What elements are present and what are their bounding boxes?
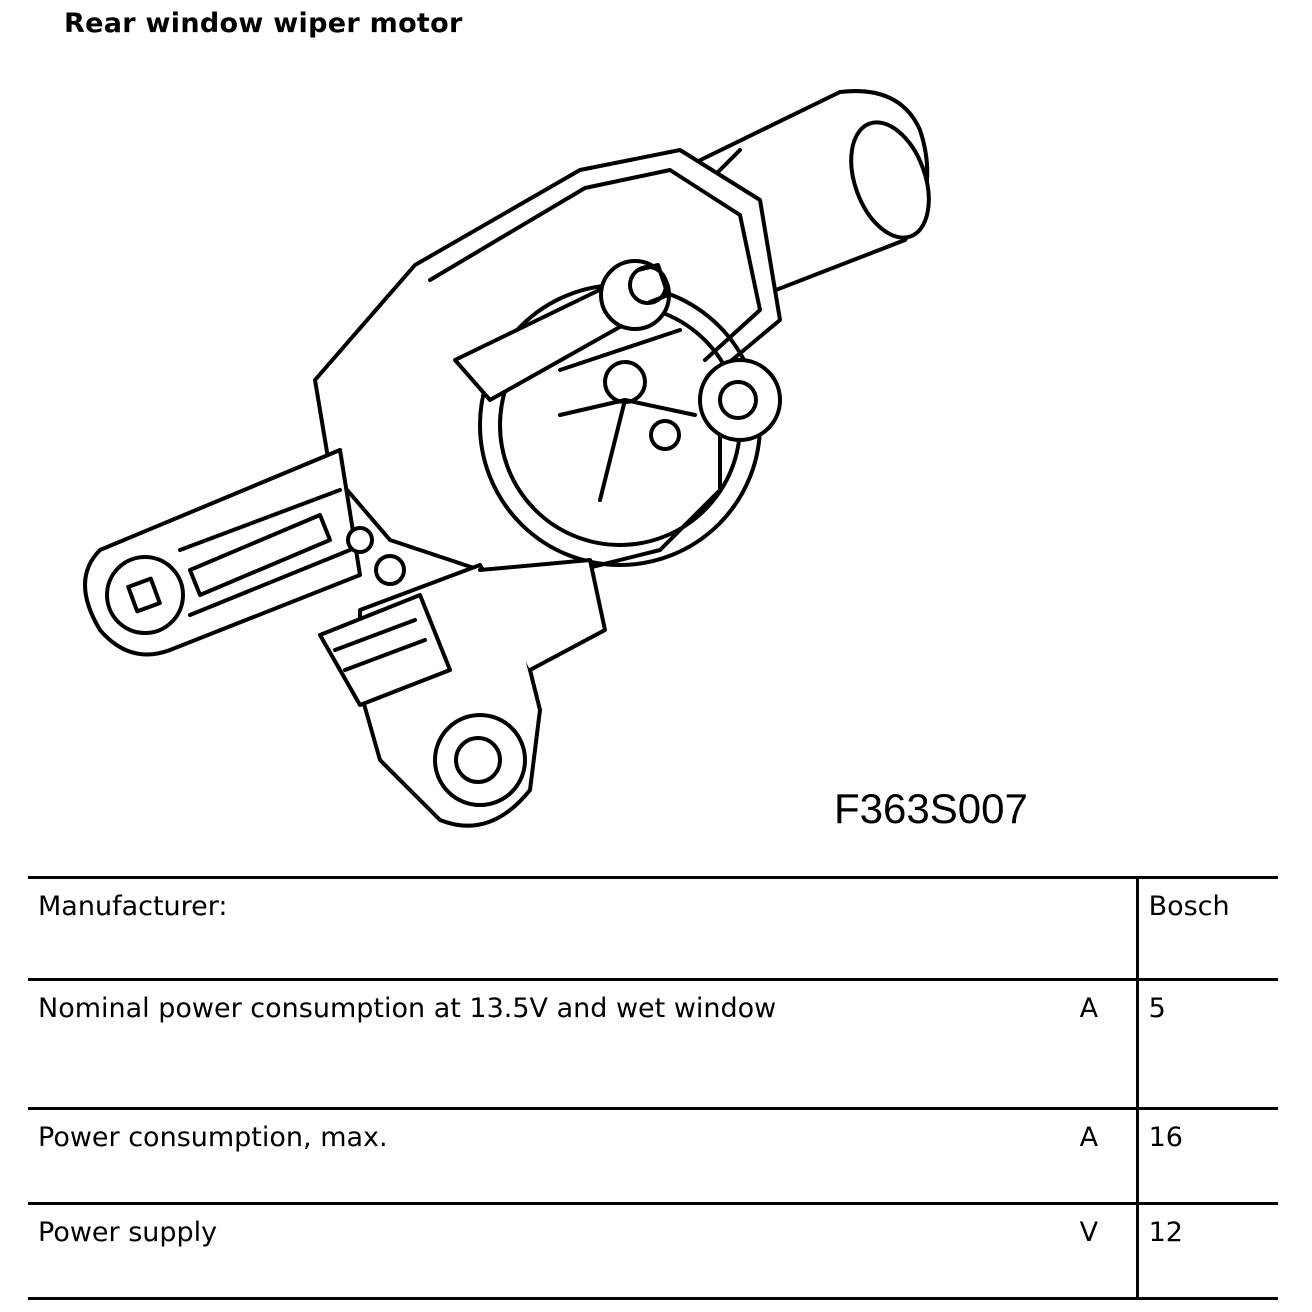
left-arm	[85, 450, 360, 655]
spec-value: Bosch	[1137, 878, 1278, 980]
spec-unit: A	[1070, 1109, 1138, 1204]
spec-unit	[1070, 878, 1138, 980]
spec-value: 12	[1137, 1204, 1278, 1299]
spec-label: Power supply	[28, 1204, 1070, 1299]
lower-bracket	[360, 560, 605, 826]
spec-value: 16	[1137, 1109, 1278, 1204]
spec-unit: V	[1070, 1204, 1138, 1299]
figure-code: F363S007	[834, 785, 1028, 832]
table-row	[28, 980, 1278, 1109]
spec-value: 5	[1137, 980, 1278, 1109]
spec-label: Power consumption, max.	[28, 1109, 1070, 1204]
page-title: Rear window wiper motor	[64, 8, 463, 39]
spec-unit: A	[1070, 980, 1138, 1109]
wiper-motor-illustration	[60, 70, 940, 840]
table-row	[28, 878, 1278, 980]
spec-table	[28, 876, 1278, 1300]
spec-label: Manufacturer:	[28, 878, 1070, 980]
table-row	[28, 1204, 1278, 1299]
table-row	[28, 1109, 1278, 1204]
spec-label: Nominal power consumption at 13.5V and wet window	[28, 980, 1070, 1109]
right-mount	[700, 360, 780, 440]
